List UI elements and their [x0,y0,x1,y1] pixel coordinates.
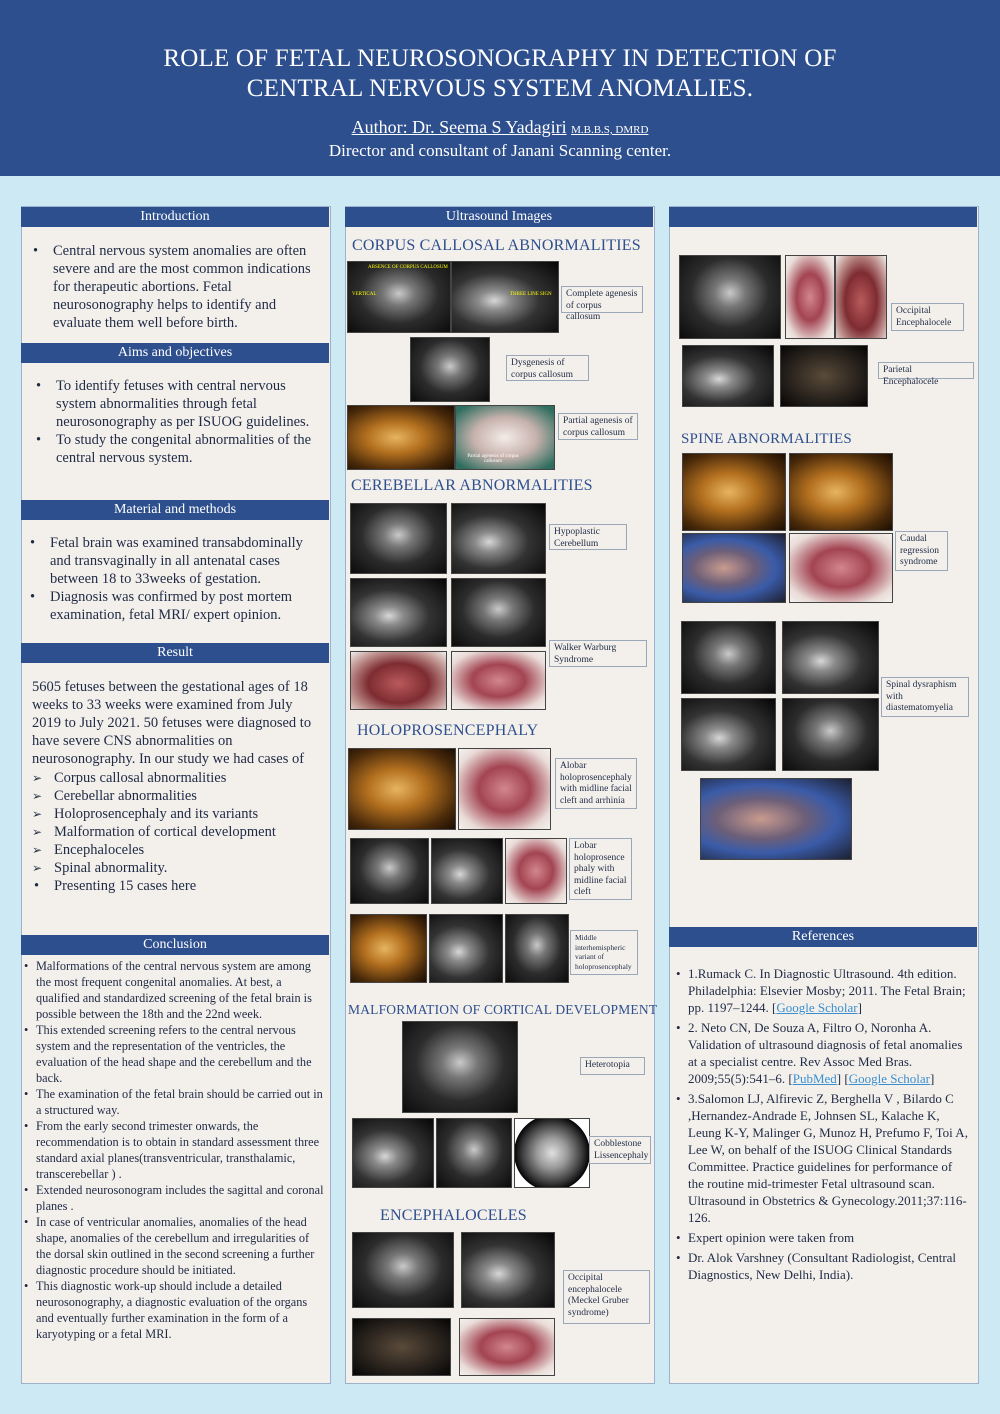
caption-occipital-encephalocele: Occipital Encephalocele [891,303,964,331]
reference-item: • 3.Salomon LJ, Alfirevic Z, Berghella V , Bilardo C ,Hernandez-Andrade E, Johnsen SL, Kalache K, Leung K-Y, Malinger G, Munoz H, Prefumo F, Toi A, Lee W, on behalf of the ISUOG Clinical Standards Committee. Practice guidelines for performance of the routine mid-trimester Fetal ultrasound scan. Ultrasound in Obstetrics & Gynecology.2011;37:116-126. [676,1090,968,1226]
ultrasound-image [431,838,503,904]
ultrasound-image [782,621,879,694]
specimen-photo [780,345,868,407]
caption-middle-interhemispheric: Middle interhemispheric variant of holoprosencephaly [570,930,638,975]
ultrasound-image [429,914,503,983]
caption-parietal-encephalocele: Parietal Encephalocele [878,362,974,379]
section-corpus-callosal: CORPUS CALLOSAL ABNORMALITIES [352,237,641,254]
specimen-photo [789,533,893,603]
specimen-photo: Partial agenesis of corpus callosum [455,405,555,470]
methods-bullet: • Fetal brain was examined transabdominally and transvaginally in all antenatal cases between 18 to 33weeks of gestation. [28,534,324,588]
ultrasound-image [682,345,774,407]
aims-bullet: • To identify fetuses with central nervous system abnormalities through fetal neurosonography as per ISUOG guidelines. [34,377,316,431]
ultrasound-image [436,1118,512,1188]
conclusion-bullet: • Malformations of the central nervous system are among the most frequent congenital anomalies. At best, a qualified and standardized screening of the fetal brain is possible between the 18th and the 22nd week. [24,958,324,1022]
right-column-bar [669,207,977,227]
result-list-item: ➢ Spinal abnormality. [32,859,317,877]
introduction-heading: Introduction [21,207,329,227]
ultrasound-images-heading: Ultrasound Images [345,207,653,227]
references-heading: References [669,927,977,947]
introduction-body [31,242,323,332]
pubmed-link[interactable]: PubMed [792,1071,837,1086]
ultrasound-image [402,1021,518,1113]
conclusion-bullet: • From the early second trimester onwards, the recommendation is to obtain in standard assessment three standard axial planes(transventricular, transthalamic, transcerebellar ) . [24,1118,324,1182]
ultrasound-image [410,337,490,402]
google-scholar-link[interactable]: Google Scholar [776,1000,858,1015]
section-holoprosencephaly: HOLOPROSENCEPHALY [357,722,539,739]
conclusion-bullet: • This extended screening refers to the central nervous system and the representation of the ventricles, the evaluation of the head shape and the cerebellum and the back. [24,1022,324,1086]
section-spine: SPINE ABNORMALITIES [681,431,852,447]
ultrasound-image [451,578,546,647]
specimen-photo [459,1318,555,1376]
section-encephaloceles: ENCEPHALOCELES [380,1207,527,1224]
specimen-photo [451,651,546,710]
aims-body [34,377,316,467]
poster-header [0,0,1000,176]
result-list-item: ➢ Malformation of cortical development [32,823,317,841]
reference-item: • 2. Neto CN, De Souza A, Filtro O, Noronha A. Validation of ultrasound diagnosis of fetal anomalies at a specialist centre. Rev Assoc Med Bras. 2009;55(5):541–6. [PubMed] [Google Scholar] [676,1019,968,1087]
result-list-item: ➢ Cerebellar abnormalities [32,787,317,805]
specimen-photo [700,778,852,860]
aims-bullet: • To study the congenital abnormalities of the central nervous system. [34,431,316,467]
specimen-photo [785,255,835,339]
3d-ultrasound-image [682,453,786,531]
specimen-photo [350,651,447,710]
result-text: 5605 fetuses between the gestational ages of 18 weeks to 33 weeks were examined from July 2019 to July 2021. 50 fetuses were diagnosed to have severe CNS abnormalities on neurosonography. In our study we had cases of [32,679,312,767]
ultrasound-image [682,533,786,603]
conclusion-heading: Conclusion [21,935,329,955]
introduction-bullet: • Central nervous system anomalies are often severe and are the most common indications for therapeutic abortions. Fetal neurosonography helps to identify and evaluate them well before birth. [31,242,323,332]
google-scholar-link[interactable]: Google Scholar [848,1071,930,1086]
caption-spinal-dysraphism: Spinal dysraphism with diastematomyelia [881,677,969,717]
specimen-photo [835,255,887,339]
ultrasound-image [350,838,429,904]
result-heading: Result [21,643,329,663]
ultrasound-image [681,621,776,694]
ultrasound-image [350,503,447,574]
caption-hypoplastic: Hypoplastic Cerebellum [549,524,627,550]
conclusion-body [24,958,324,1342]
reference-item: • Expert opinion were taken from [676,1229,968,1246]
ultrasound-image: THREE LINE SIGN [451,261,559,333]
reference-item: • 1.Rumack C. In Diagnostic Ultrasound. 4th edition. Philadelphia: Elsevier Mosby; 2011. The Fetal Brain; pp. 1197–1244. [Google Scholar] [676,965,968,1016]
ultrasound-image [350,578,447,647]
caption-dysgenesis: Dysgenesis of corpus callosum [506,355,589,381]
3d-ultrasound-image [789,453,893,531]
specimen-photo [458,748,551,830]
specimen-photo [352,1318,451,1376]
result-list-item: ➢ Holoprosencephaly and its variants [32,805,317,823]
director-line: Director and consultant of Janani Scanning center. [328,141,672,160]
methods-bullet: • Diagnosis was confirmed by post mortem examination, fetal MRI/ expert opinion. [28,588,324,624]
author-line: Author: Dr. Seema S Yadagiri M.B.B.S, DMRD [351,117,649,137]
caption-lobar: Lobar holoprosence phaly with midline facial cleft [569,838,632,900]
caption-alobar: Alobar holoprosencephaly with midline facial cleft and arrhinia [555,758,637,809]
ultrasound-image [352,1118,434,1188]
3d-ultrasound-image [350,914,427,983]
result-list-item: ➢ Encephaloceles [32,841,317,859]
methods-heading: Material and methods [21,500,329,520]
specimen-photo [505,838,567,904]
caption-partial-agenesis: Partial agenesis of corpus callosum [558,413,638,440]
caption-heterotopia: Heterotopia [580,1057,645,1075]
section-malformation-cortical: MALFORMATION OF CORTICAL DEVELOPMENT [348,1002,658,1017]
caption-complete-agenesis: Complete agenesis of corpus callosum [561,286,643,313]
ultrasound-image [679,255,781,339]
ultrasound-image [681,698,776,771]
result-list-item: ➢ Corpus callosal abnormalities [32,769,317,787]
ultrasound-image [505,914,569,983]
ultrasound-image [451,503,546,574]
3d-ultrasound-image [347,405,455,470]
mri-image [514,1118,590,1188]
poster-title: ROLE OF FETAL NEUROSONOGRAPHY IN DETECTION OF CENTRAL NERVOUS SYSTEM ANOMALIES. [163,45,837,102]
caption-caudal-regression: Caudal regression syndrome [895,531,948,571]
caption-occipital-meckel: Occipital encephalocele (Meckel Gruber syndrome) [563,1270,650,1324]
ultrasound-image [461,1232,555,1308]
methods-body [28,534,324,624]
ultrasound-image [352,1232,454,1308]
conclusion-bullet: • This diagnostic work-up should include a detailed neurosonography, a diagnostic evaluation of the organs and eventually further examination in the form of a karyotyping or a fetal MRI. [24,1278,324,1342]
caption-walker-warburg: Walker Warburg Syndrome [549,640,647,667]
ultrasound-image: ABSENCE OF CORPUS CALLOSUM VERTICAL [347,261,451,333]
conclusion-bullet: • Extended neurosonogram includes the sagittal and coronal planes . [24,1182,324,1214]
result-body [32,678,317,895]
section-cerebellar: CEREBELLAR ABNORMALITIES [351,477,593,494]
aims-heading: Aims and objectives [21,343,329,363]
result-last-bullet: • Presenting 15 cases here [32,877,317,895]
reference-item: • Dr. Alok Varshney (Consultant Radiologist, Central Diagnostics, New Delhi, India). [676,1249,968,1283]
ultrasound-image [782,698,879,771]
3d-ultrasound-image [348,748,456,830]
references-body [674,965,968,1283]
conclusion-bullet: • In case of ventricular anomalies, anomalies of the head shape, anomalies of the cerebellum and irregularities of the dorsal skin outlined in the second screening a further diagnostic procedure should be initiated. [24,1214,324,1278]
caption-cobblestone: Cobblestone Lissencephaly [589,1136,651,1164]
conclusion-bullet: • The examination of the fetal brain should be carried out in a structured way. [24,1086,324,1118]
